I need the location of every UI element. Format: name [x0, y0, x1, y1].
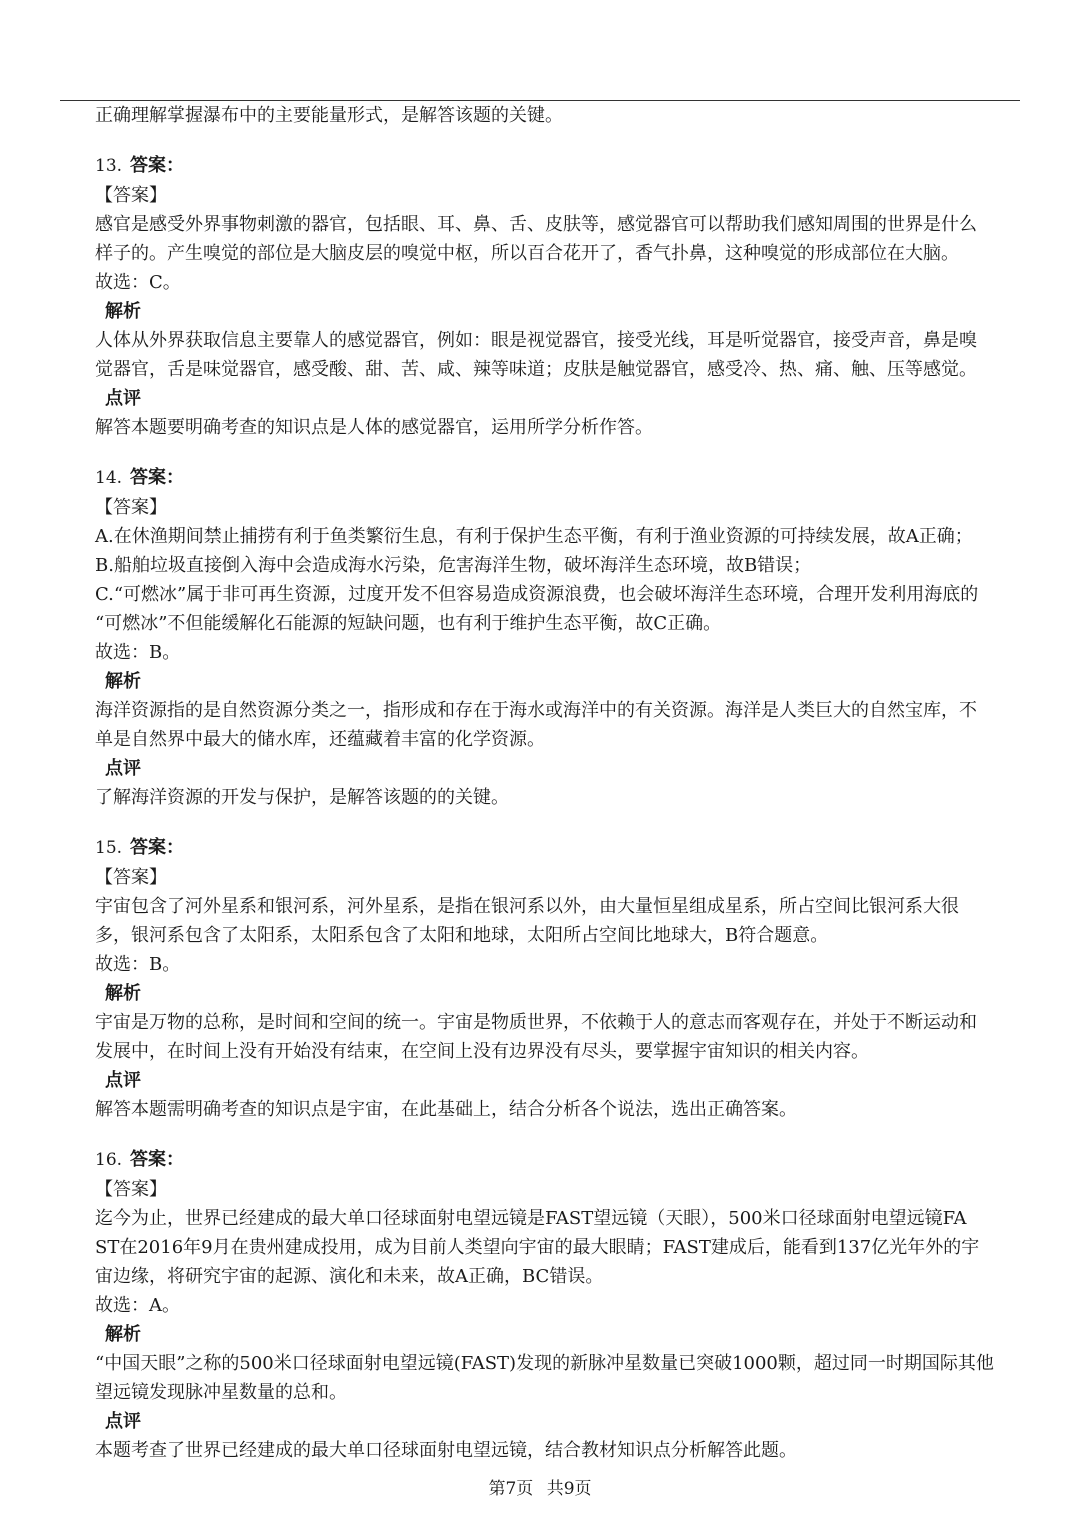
analysis-title: 解析 [105, 671, 141, 692]
comment-line: 本题考查了世界已经建成的最大单口径球面射电望远镜，结合教材知识点分析解答此题。 [95, 1440, 797, 1461]
analysis-line: 海洋资源指的是自然资源分类之一，指形成和存在于海水或海洋中的有关资源。海洋是人类巨大的自然宝库，不 [95, 700, 977, 721]
comment-title: 点评 [105, 758, 141, 779]
question-number: 16. [95, 1150, 123, 1170]
analysis-line: 宇宙是万物的总称，是时间和空间的统一。宇宙是物质世界，不依赖于人的意志而客观存在，并处于不断运动和 [95, 1012, 977, 1033]
answer-line: B.船舶垃圾直接倒入海中会造成海水污染，危害海洋生物，破坏海洋生态环境，故B错误； [95, 555, 812, 576]
question-header [95, 463, 1040, 493]
question-number: 14. [95, 468, 123, 488]
question-title: 答案： [130, 155, 185, 176]
answer-line: A.在休渔期间禁止捕捞有利于鱼类繁衍生息，有利于保护生态平衡，有利于渔业资源的可持续发展，故A正确； [95, 526, 973, 547]
question-header [95, 833, 1040, 863]
answer-line: 感官是感受外界事物刺激的器官，包括眼、耳、鼻、舌、皮肤等，感觉器官可以帮助我们感知周围的世界是什么 [95, 214, 977, 235]
answer-line: ST在2016年9月在贵州建成投用，成为目前人类望向宇宙的最大眼睛；FAST建成后，能看到137亿光年外的宇 [95, 1237, 980, 1258]
answer-line: “可燃冰”不但能缓解化石能源的短缺问题，也有利于维护生态平衡，故C正确。 [95, 613, 722, 634]
answer-line: 多，银河系包含了太阳系，太阳系包含了太阳和地球，太阳所占空间比地球大，B符合题意。 [95, 925, 829, 946]
question-number: 15. [95, 838, 123, 858]
question-header [95, 151, 1040, 181]
comment-title: 点评 [105, 1070, 141, 1091]
question-number: 13. [95, 156, 123, 176]
answer-label: 【答案】 [95, 185, 167, 206]
answer-line: 故选：A。 [95, 1295, 180, 1316]
page-content [95, 101, 1040, 1465]
page-number: 第7页 [488, 1479, 534, 1499]
question-block [95, 463, 1040, 812]
analysis-line: 望远镜发现脉冲星数量的总和。 [95, 1382, 347, 1403]
intro-text: 正确理解掌握瀑布中的主要能量形式，是解答该题的关键。 [95, 105, 563, 126]
question-block [95, 151, 1040, 442]
answer-line: 故选：C。 [95, 272, 181, 293]
analysis-line: 觉器官，舌是味觉器官，感受酸、甜、苦、咸、辣等味道；皮肤是触觉器官，感受冷、热、痛、触、压等感觉。 [95, 359, 977, 380]
question-header [95, 1145, 1040, 1175]
question-block [95, 833, 1040, 1124]
question-title: 答案： [130, 1149, 185, 1170]
question-title: 答案： [130, 467, 185, 488]
analysis-title: 解析 [105, 301, 141, 322]
answer-line: 迄今为止，世界已经建成的最大单口径球面射电望远镜是FAST望远镜（天眼），500米口径球面射电望远镜FA [95, 1208, 967, 1229]
answer-line: 宇宙包含了河外星系和银河系，河外星系，是指在银河系以外，由大量恒星组成星系，所占空间比银河系大很 [95, 896, 959, 917]
answer-line: 样子的。产生嗅觉的部位是大脑皮层的嗅觉中枢，所以百合花开了，香气扑鼻，这种嗅觉的形成部位在大脑。 [95, 243, 959, 264]
analysis-title: 解析 [105, 983, 141, 1004]
question-block [95, 1145, 1040, 1465]
answer-line: 故选：B。 [95, 954, 181, 975]
answer-label: 【答案】 [95, 497, 167, 518]
analysis-title: 解析 [105, 1324, 141, 1345]
answer-label: 【答案】 [95, 867, 167, 888]
page-footer [0, 1476, 1080, 1502]
comment-line: 解答本题需明确考查的知识点是宇宙，在此基础上，结合分析各个说法，选出正确答案。 [95, 1099, 797, 1120]
analysis-line: 人体从外界获取信息主要靠人的感觉器官，例如：眼是视觉器官，接受光线，耳是听觉器官，接受声音，鼻是嗅 [95, 330, 977, 351]
question-title: 答案： [130, 837, 185, 858]
answer-line: 故选：B。 [95, 642, 181, 663]
page-total: 共9页 [546, 1479, 592, 1499]
analysis-line: 发展中，在时间上没有开始没有结束，在空间上没有边界没有尽头，要掌握宇宙知识的相关内容。 [95, 1041, 869, 1062]
answer-line: C.“可燃冰”属于非可再生资源，过度开发不但容易造成资源浪费，也会破坏海洋生态环境，合理开发利用海底的 [95, 584, 979, 605]
question-list [95, 151, 1040, 1465]
answer-line: 宙边缘，将研究宇宙的起源、演化和未来，故A正确，BC错误。 [95, 1266, 604, 1287]
comment-line: 了解海洋资源的开发与保护，是解答该题的的关键。 [95, 787, 509, 808]
comment-line: 解答本题要明确考查的知识点是人体的感觉器官，运用所学分析作答。 [95, 417, 653, 438]
analysis-line: 单是自然界中最大的储水库，还蕴藏着丰富的化学资源。 [95, 729, 545, 750]
comment-title: 点评 [105, 1411, 141, 1432]
analysis-line: “中国天眼”之称的500米口径球面射电望远镜(FAST)发现的新脉冲星数量已突破1000颗，超过同一时期国际其他 [95, 1353, 994, 1374]
answer-label: 【答案】 [95, 1179, 167, 1200]
comment-title: 点评 [105, 388, 141, 409]
